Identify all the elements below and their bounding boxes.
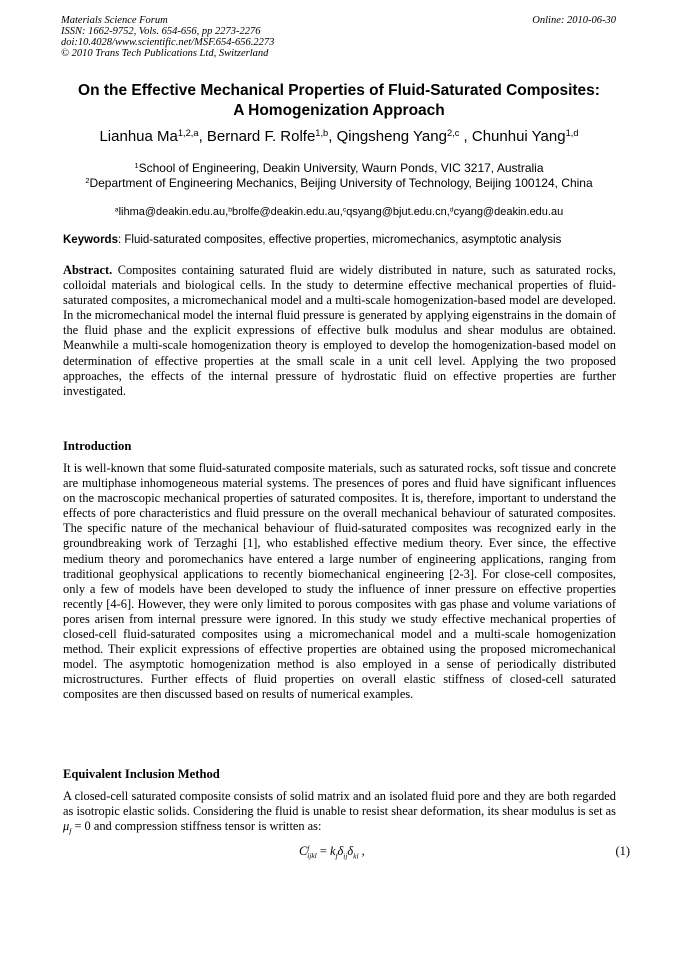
online-date: Online: 2010-06-30 [532,15,616,26]
eim-text-after: and compression stiffness tensor is written as: [90,819,322,834]
keywords-label: Keywords [63,234,118,246]
author-sup: 1,2,a [177,127,199,138]
issn-line: ISSN: 1662-9752, Vols. 654-656, pp 2273-2276 [61,26,261,37]
keywords [63,233,623,247]
eq-c-sup: f [307,844,310,853]
eim-heading: Equivalent Inclusion Method [63,767,220,781]
affiliation-sup: 1 [134,160,139,170]
email-link[interactable]: brolfe@deakin.edu.au, [232,206,343,218]
author-sep: , [328,128,337,145]
title-line-1: On the Effective Mechanical Properties of Fluid-Saturated Composites: [78,82,600,99]
eq-k-sub: f [335,851,338,861]
eq-k: k [329,844,336,858]
affiliation-sup: 2 [85,175,90,185]
eq-delta-2: δ [347,844,354,858]
author-sup: 1,d [565,127,579,138]
email-sup: d [449,206,454,214]
author-list [20,127,658,147]
equation-number: (1) [615,844,630,858]
affiliations [20,161,658,191]
author-sep: , [459,128,472,145]
affiliation-text: School of Engineering, Deakin University, Waurn Ponds, VIC 3217, Australia [138,161,544,175]
author-name: Bernard F. Rolfe [206,128,316,145]
journal-header [61,15,274,59]
email-sup: b [228,206,232,214]
eq-delta-1: δ [337,844,344,858]
mu-subscript: f [69,826,72,836]
title-line-2: A Homogenization Approach [233,102,445,119]
copyright-line: © 2010 Trans Tech Publications Ltd, Switzerland [61,48,269,59]
eim-text-before: A closed-cell saturated composite consists of solid matrix and an isolated fluid pore and they are both regarded as isotropic elastic solids. Considering the fluid is unable to resist shear deformation, its shear modulus is set as [63,789,616,819]
paper-title [40,81,638,121]
mu-equals: = 0 [71,819,91,834]
email-link[interactable]: qsyang@bjut.edu.cn, [346,206,450,218]
affiliation-2 [20,176,658,191]
mu-symbol: μ [63,819,70,834]
journal-name: Materials Science Forum [61,15,168,26]
eq-c-sub: ijkl [307,851,317,860]
eq-c: C [299,844,308,858]
affiliation-text: Department of Engineering Mechanics, Beijing University of Technology, Beijing 100124, China [89,176,593,190]
email-link[interactable]: lihma@deakin.edu.au, [118,206,229,218]
author-name: Chunhui Yang [471,128,566,145]
email-sup: a [114,206,119,214]
author-sep: , [198,128,207,145]
eq-trail: , [358,844,365,858]
eq-delta-1-sub: ij [343,851,348,861]
equation-formula [299,843,365,864]
author-sup: 2,c [446,127,460,138]
author-name: Lianhua Ma [99,128,178,145]
eim-paragraph [63,789,616,839]
keywords-text: : Fluid-saturated composites, effective properties, micromechanics, asymptotic analysis [117,234,562,246]
abstract-label: Abstract. [63,263,113,277]
email-list [20,205,658,219]
introduction-paragraph: It is well-known that some fluid-saturated composite materials, such as saturated rocks, soft tissue and concrete are multiphase inhomogeneous material systems. The presences of pores and fluid have significant influences on the macroscopic mechanical properties of saturated composites. It is, therefore, important to understand the effects of pore characteristics and fluid pressure on the overall mechanical behaviour of saturated composites. The specific nature of the mechanical behaviour of fluid-saturated composites was recognized early in the groundbreaking work of Terzaghi [1], who established effective medium theory. Ever since, the effective medium theory and poromechanics have entered a large number of engineering applications, ranging from traditional geophysical applications to recently biomechanical engineering [2-3]. For close-cell composites, only a few of models have been developed to study the influence of inner pressure on effective properties recently [4-6]. However, they were only limited to porous composites with gas phase and volume variations of pores arisen from internal pressure were ignored. In this study we study effective mechanical properties of closed-cell fluid-saturated composites using a micromechanical model and a multi-scale homogenization method. Their explicit expressions of effective properties are obtained using the proposed micromechanical model. The asymptotic homogenization method is also employed in a sense of periodically distributed microstructures. Further effects of fluid properties on overall elastic stiffness of closed-cell saturated composites are then discussed based on results of numerical examples. [63,461,616,702]
doi-line: doi:10.4028/www.scientific.net/MSF.654-656.2273 [61,37,275,48]
abstract [63,263,616,399]
eq-delta-2-sub: kl [353,851,359,861]
abstract-text: Composites containing saturated fluid are widely distributed in nature, such as saturated rocks, colloidal materials and biological cells. In the study to determine effective mechanical properties of fluid-saturated composites, a micromechanical model and a multi-scale homogenization-based model are developed. In the micromechanical model the internal fluid pressure is generated by applying eigenstrains in the domain of the fluid phase and the explicit expressions of effective bulk modulus and shear modulus are obtained. Meanwhile a multi-scale homogenization theory is employed to develop the homogenization-based model on determination of effective properties at the small scale in a unit cell level. Applying the two proposed approaches, the effects of the internal pressure of hydrostatic fluid on effective properties are further investigated. [63,263,616,398]
affiliation-1 [20,161,658,176]
email-sup: c [342,206,347,214]
introduction-heading: Introduction [63,439,132,453]
author-sup: 1,b [315,127,329,138]
eq-equals: = [316,844,330,858]
author-name: Qingsheng Yang [336,128,447,145]
email-link[interactable]: cyang@deakin.edu.au [453,206,564,218]
